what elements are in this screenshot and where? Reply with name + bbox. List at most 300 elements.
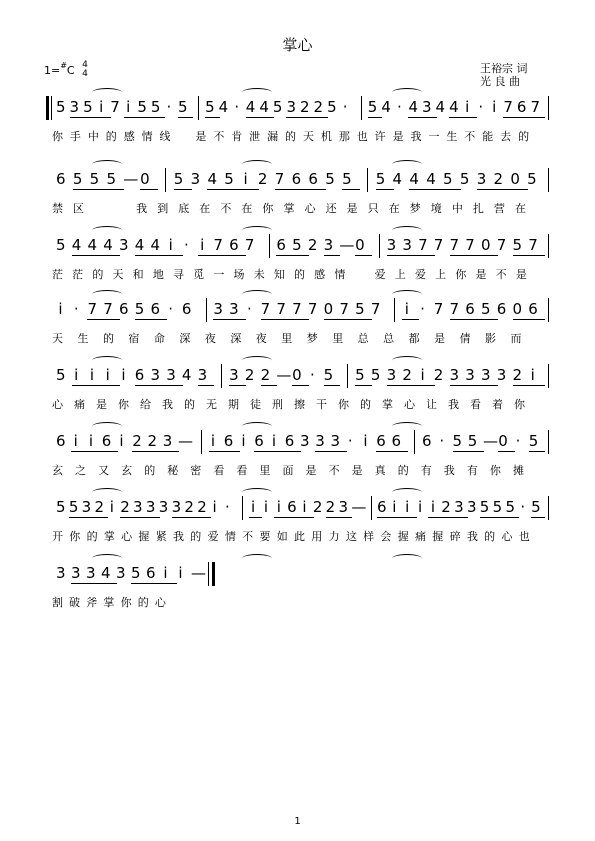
slur-mark	[92, 554, 122, 563]
slur-mark	[392, 554, 422, 563]
note: i	[420, 366, 425, 384]
note: 4	[207, 170, 217, 188]
note: i	[243, 170, 248, 188]
lyric-char: 里	[281, 332, 293, 345]
lyric-char: 上	[394, 268, 406, 281]
lyric-char: 都	[408, 332, 420, 345]
lyric-char: 茫	[52, 268, 63, 281]
beam-line	[450, 255, 467, 256]
note: 3	[402, 236, 412, 254]
beam-line	[72, 385, 89, 386]
lyric-char: 如	[276, 530, 288, 543]
note: i	[163, 564, 168, 582]
beam-line	[481, 319, 498, 320]
slur-mark	[392, 88, 422, 97]
beam-line	[409, 189, 427, 190]
lyric-char: 的	[184, 398, 195, 411]
note: i	[492, 98, 497, 116]
note: i	[210, 432, 216, 450]
beam-line	[481, 255, 498, 256]
lyric-char: 和	[132, 268, 144, 281]
beam-line	[477, 189, 495, 190]
beam-line	[292, 385, 309, 386]
note: 5	[56, 98, 66, 116]
page-number: 1	[294, 816, 301, 827]
note: 6	[287, 498, 297, 516]
notes-row	[52, 430, 550, 460]
end-barline	[548, 96, 549, 120]
beam-line	[106, 189, 124, 190]
note: 4	[408, 98, 418, 116]
lyric-char: 破	[69, 596, 81, 609]
beam-line	[376, 451, 392, 452]
note: 0	[498, 432, 508, 450]
lyric-char: 的	[137, 596, 149, 609]
beam-line	[418, 255, 435, 256]
lyric-char: 掌	[103, 530, 115, 543]
lyric-char: 之	[75, 464, 87, 477]
lyric-char: 掌	[103, 596, 115, 609]
lyric-char: 里	[259, 464, 271, 477]
lyric-char: 无	[206, 398, 217, 411]
beam-line	[368, 117, 383, 118]
end-barline	[548, 298, 549, 322]
note: 7	[433, 236, 444, 254]
note: 4	[181, 366, 192, 384]
beam-line	[150, 319, 167, 320]
beam-line	[517, 117, 532, 118]
end-barline	[548, 168, 549, 192]
song-title: 掌心	[282, 36, 313, 54]
lyric-char: 心	[154, 596, 166, 609]
note: 3	[330, 432, 341, 450]
beam-line	[503, 117, 518, 118]
lyric-char: 能	[482, 130, 494, 143]
note: 4	[449, 98, 459, 116]
lyric-char: 总	[357, 332, 369, 345]
beam-line	[140, 189, 158, 190]
lyric-char: 手	[69, 130, 81, 143]
slur-mark	[92, 226, 122, 235]
beam-line	[392, 451, 408, 452]
beam-line	[86, 583, 102, 584]
note: 3	[213, 300, 223, 318]
lyric-char: 面	[282, 464, 294, 477]
note: 3	[386, 236, 397, 254]
barline	[206, 298, 207, 322]
lyric-char: 不	[213, 130, 225, 143]
lyric-char: 在	[241, 202, 253, 215]
note: i	[89, 366, 95, 384]
lyrics-row	[52, 594, 550, 610]
note: 4	[134, 236, 145, 254]
note: 5	[355, 300, 365, 318]
lyric-char: 寻	[173, 268, 184, 281]
lyric-char: 的	[285, 130, 297, 143]
note: 5	[443, 170, 453, 188]
lyric-char: 摊	[512, 464, 524, 477]
lyric-char: 总	[383, 332, 395, 345]
beam-line	[103, 385, 120, 386]
beam-line	[342, 189, 360, 190]
beam-line	[531, 517, 545, 518]
beam-line	[285, 451, 301, 452]
note: 0	[481, 236, 491, 254]
beam-line	[120, 517, 134, 518]
note: 5	[492, 498, 503, 516]
lyric-char: 看	[236, 464, 248, 477]
lyric-char: 玄	[121, 464, 133, 477]
beam-line	[151, 117, 166, 118]
beam-line	[324, 319, 341, 320]
beam-line	[292, 189, 310, 190]
beam-line	[146, 583, 162, 584]
note: 6	[118, 300, 129, 318]
beam-line	[402, 319, 419, 320]
lyric-char: 玄	[52, 464, 63, 477]
note: 3	[86, 564, 96, 582]
note: 2	[300, 98, 310, 116]
note: 5	[178, 98, 188, 116]
note: i	[178, 564, 183, 582]
note: 2	[94, 498, 105, 516]
beam-line	[468, 451, 484, 452]
note: 6	[181, 300, 192, 318]
barline	[242, 496, 243, 520]
lyric-char: 线	[159, 130, 171, 143]
note: 6	[376, 432, 386, 450]
note: 7	[260, 300, 271, 318]
lyric-char: 感	[314, 268, 326, 281]
lyric-char: 用	[311, 530, 323, 543]
lyric-char: 会	[380, 530, 392, 543]
beam-line	[213, 255, 230, 256]
lyric-char: 底	[178, 202, 190, 215]
beam-line	[161, 583, 177, 584]
beam-line	[331, 451, 347, 452]
note: 5	[527, 170, 537, 188]
lyrics-row	[52, 128, 550, 144]
note: —	[276, 366, 292, 384]
barline	[198, 96, 199, 120]
lyric-char: 茫	[72, 268, 84, 281]
note: —	[351, 498, 367, 516]
beam-line	[229, 385, 246, 386]
note: i	[530, 366, 535, 384]
beam-line	[87, 385, 104, 386]
lyric-char: 未	[253, 268, 265, 281]
note: 2	[257, 170, 268, 188]
note: 6	[134, 366, 145, 384]
note: 5	[505, 498, 516, 516]
note: 4	[381, 98, 391, 116]
lyric-char: 我	[410, 130, 422, 143]
lyricist-credit: 王裕宗 词	[480, 62, 528, 75]
lyric-char: 也	[356, 130, 368, 143]
lyric-char: 在	[388, 202, 400, 215]
note: 7	[370, 300, 381, 318]
note: 5	[89, 170, 100, 188]
beam-line	[241, 189, 259, 190]
lyric-char: 肯	[231, 130, 243, 143]
lyric-char: 漏	[267, 130, 279, 143]
note: 2	[184, 498, 194, 516]
lyric-char: 天	[302, 130, 314, 143]
lyric-char: 你	[118, 398, 129, 411]
lyric-char: 梦	[409, 202, 421, 215]
note: 7	[307, 300, 318, 318]
note: 7	[449, 300, 460, 318]
lyric-char: 心	[52, 398, 63, 411]
lyrics-row	[52, 266, 550, 282]
note: 7	[465, 236, 475, 254]
note: 3	[386, 366, 397, 384]
lyric-char: 你	[455, 268, 467, 281]
barline	[414, 430, 415, 454]
lyric-char: 的	[92, 268, 104, 281]
beam-line	[530, 117, 545, 118]
lyric-char: 的	[360, 398, 371, 411]
note: 4	[103, 236, 113, 254]
lyric-char: 夜	[204, 332, 216, 345]
lyric-char: 此	[294, 530, 305, 543]
note: —	[339, 236, 355, 254]
beam-line	[403, 517, 417, 518]
lyric-char: 握	[397, 530, 409, 543]
note: 5	[355, 366, 365, 384]
beam-line	[178, 117, 193, 118]
note: i	[126, 98, 131, 116]
beam-line	[166, 385, 183, 386]
slur-mark	[392, 488, 422, 497]
note: 2	[312, 498, 323, 516]
beam-line	[408, 117, 423, 118]
lyric-char: 碎	[449, 530, 461, 543]
lyric-char: 里	[332, 332, 344, 345]
note: ·	[439, 432, 445, 450]
beam-line	[133, 517, 147, 518]
lyric-char: 一	[428, 130, 440, 143]
lyric-char: 还	[325, 202, 337, 215]
note: 3	[118, 236, 129, 254]
beam-line	[300, 517, 314, 518]
beam-line	[146, 517, 160, 518]
beam-line	[209, 451, 225, 452]
note: ·	[234, 98, 240, 116]
beam-line	[172, 517, 186, 518]
beam-line	[87, 255, 104, 256]
note: ·	[184, 236, 189, 254]
end-barline	[548, 430, 549, 454]
beam-line	[529, 451, 545, 452]
slur-mark	[92, 488, 122, 497]
lyric-char: 在	[514, 202, 526, 215]
lyrics-row	[52, 462, 550, 478]
notes-row	[52, 96, 550, 126]
note: i	[88, 432, 94, 450]
barline	[347, 364, 348, 388]
note: 3	[133, 498, 143, 516]
note: 5	[131, 564, 141, 582]
note: 6	[56, 432, 66, 450]
beam-line	[87, 451, 103, 452]
note: i	[302, 498, 307, 516]
beam-line	[292, 255, 309, 256]
beam-line	[422, 117, 437, 118]
beam-line	[339, 319, 356, 320]
lyric-char: 到	[157, 202, 169, 215]
lyric-char: 爱	[374, 268, 386, 281]
note: i	[121, 366, 126, 384]
note: i	[465, 98, 470, 116]
note: i	[99, 98, 104, 116]
note: 7	[496, 236, 507, 254]
barline	[165, 168, 166, 192]
note: 6	[391, 432, 402, 450]
note: 5	[342, 170, 352, 188]
lyric-char: 场	[233, 268, 245, 281]
note: 5	[367, 98, 378, 116]
note: i	[74, 366, 79, 384]
note: 2	[307, 236, 318, 254]
lyric-char: 我	[173, 530, 184, 543]
end-barline	[548, 234, 549, 258]
note: 5	[292, 236, 302, 254]
lyric-char: 期	[228, 398, 239, 411]
beam-line	[70, 117, 85, 118]
beam-line	[150, 385, 167, 386]
note: 6	[254, 432, 264, 450]
note: 3	[71, 564, 81, 582]
note: i	[168, 236, 173, 254]
lyric-char: 中	[87, 130, 99, 143]
note: ·	[515, 432, 521, 450]
note: 5	[323, 366, 334, 384]
lyric-char: 的	[102, 332, 114, 345]
beam-line	[229, 319, 246, 320]
note: 3	[323, 236, 334, 254]
beam-line	[259, 117, 274, 118]
time-top: 4	[82, 60, 88, 70]
lyric-char: 我	[448, 398, 459, 411]
end-barline	[548, 364, 549, 388]
lyric-char: 爱	[415, 268, 426, 281]
lyric-char: 境	[430, 202, 442, 215]
beam-line	[103, 255, 120, 256]
composer-credit: 光 良 曲	[480, 75, 520, 88]
note: 2	[197, 498, 207, 516]
note: 0	[510, 170, 520, 188]
beam-line	[224, 189, 242, 190]
note: 4	[87, 236, 98, 254]
lyric-char: 的	[144, 464, 156, 477]
lyric-char: 的	[484, 530, 496, 543]
lyric-char: 痛	[415, 530, 426, 543]
note: 7	[103, 300, 113, 318]
note: 6	[276, 236, 286, 254]
beam-line	[513, 385, 530, 386]
lyric-char: 而	[510, 332, 522, 345]
lyric-char: 掌	[283, 202, 295, 215]
note: 3	[300, 432, 310, 450]
note: 5	[137, 98, 147, 116]
note: 6	[516, 98, 527, 116]
lyric-char: 你	[69, 530, 81, 543]
beam-line	[270, 451, 286, 452]
slur-mark	[242, 422, 272, 431]
note: ·	[347, 432, 353, 450]
lyric-char: 心	[121, 530, 133, 543]
lyric-char: 天	[52, 332, 63, 345]
lyric-char: 我	[466, 530, 478, 543]
slur-mark	[92, 356, 122, 365]
note: i	[430, 498, 435, 516]
barline	[201, 430, 202, 454]
repeat-start-bar	[51, 96, 52, 120]
beam-line	[83, 117, 98, 118]
lyric-char: 知	[273, 268, 285, 281]
note: 5	[68, 498, 79, 516]
beam-line	[71, 583, 87, 584]
note: 7	[274, 170, 285, 188]
beam-line	[71, 451, 87, 452]
slur-mark	[242, 554, 272, 563]
lyric-char: 心	[404, 398, 415, 411]
note: 7	[530, 98, 540, 116]
note: 7	[87, 300, 98, 318]
lyric-char: 心	[304, 202, 316, 215]
beam-line	[87, 319, 104, 320]
lyric-char: 开	[52, 530, 63, 543]
note: 6	[146, 564, 156, 582]
lyric-char: 深	[179, 332, 191, 345]
note: 4	[150, 236, 160, 254]
beam-line	[324, 255, 341, 256]
lyric-char: 天	[112, 268, 124, 281]
note: 3	[496, 366, 507, 384]
note: —	[191, 564, 206, 582]
beam-line	[213, 319, 230, 320]
lyric-char: 命	[153, 332, 165, 345]
note: 3	[338, 498, 349, 516]
lyric-char: 秘	[167, 464, 179, 477]
notes-row	[52, 298, 550, 328]
time-bottom: 4	[82, 69, 88, 79]
note: 6	[56, 170, 66, 188]
note: 2	[132, 432, 142, 450]
lyric-char: 也	[518, 530, 530, 543]
lyric-char: 是	[392, 130, 404, 143]
note: 6	[377, 498, 387, 516]
lyric-char: 是	[351, 464, 363, 477]
lyric-char: 我	[162, 398, 173, 411]
note: 3	[158, 498, 169, 516]
note: 7	[110, 98, 120, 116]
lyric-char: 一	[213, 268, 225, 281]
lyric-char: 不	[328, 464, 340, 477]
beam-line	[324, 385, 341, 386]
note: 7	[503, 98, 513, 116]
note: 5	[72, 170, 83, 188]
lyric-char: 情	[224, 530, 236, 543]
note: 5	[452, 432, 463, 450]
note: 5	[531, 498, 541, 516]
lyric-char: 只	[367, 202, 379, 215]
beam-line	[135, 319, 152, 320]
barline	[361, 96, 362, 120]
note: 4	[245, 98, 256, 116]
repeat-start-thick-bar	[46, 96, 49, 120]
